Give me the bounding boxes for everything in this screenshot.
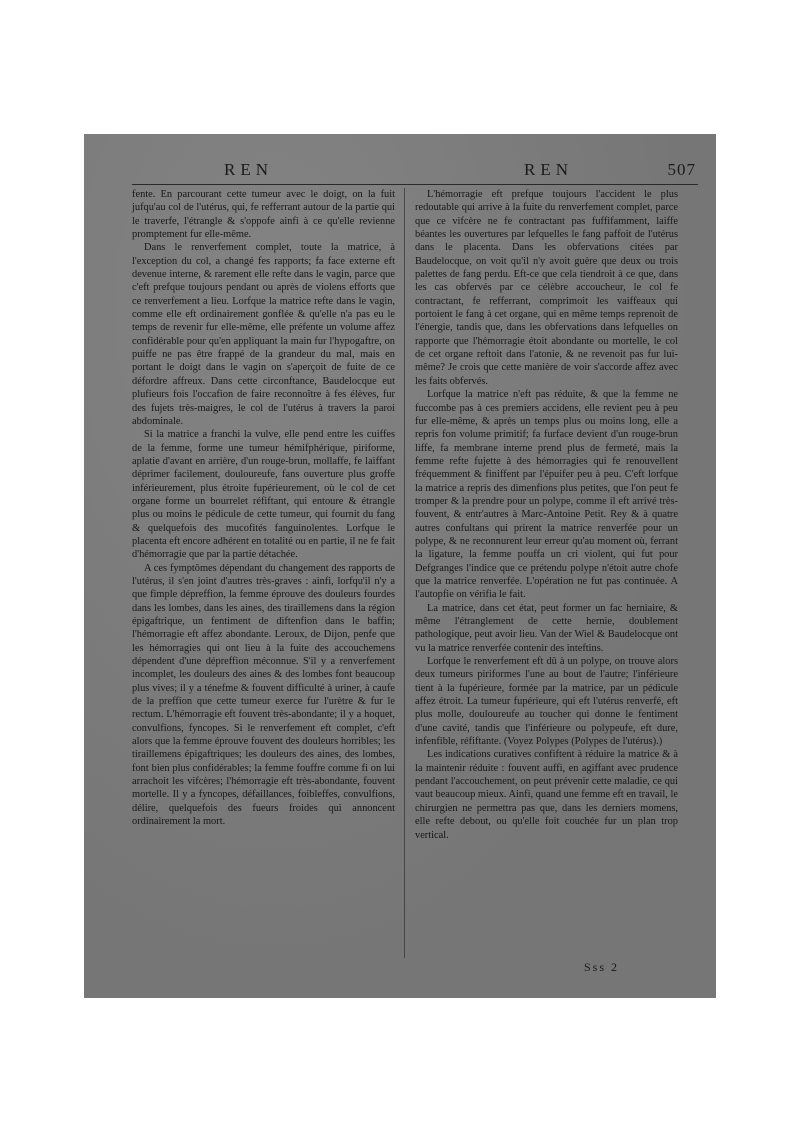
page-number: 507 xyxy=(667,160,696,179)
paragraph: Lorfque le renverfement eft dû à un polype, on trouve alors deux tumeurs piriformes l'une au bout de l'autre; l'inférieure tient à la fupérieure, formée par la matrice, par un pédicule affez étroit. La tumeur fupérieure, qui eft l'utérus renverfé, eft plus molle, douloureufe au toucher qui donne le fentiment d'une cavité, tandis que l'inférieure ou polypeufe, eft dure, infenfible, réfiftante. (Voyez Polypes (Polypes de l'utérus).) xyxy=(415,656,678,748)
column-divider xyxy=(404,188,405,958)
signature-mark: Sss 2 xyxy=(584,960,620,974)
left-column xyxy=(132,188,395,829)
scanned-page xyxy=(84,134,716,998)
paragraph: A ces fymptômes dépendant du changement des rapports de l'utérus, il s'en joint d'autres très-graves : ainfi, lorfqu'il n'y a que fimple dépreffion, la femme éprouve des douleurs fourdes dans les lombes, dans les aines, des tiraillemens dans la région épigaftrique, un fentiment de diftenfion dans le baffin; l'hémorragie eft affez abondante. Leroux, de Dijon, penfe que les hémorragies qui ont lieu à la fuite des accouchemens dépendent d'une dépreffion méconnue. S'il y a renverfement incomplet, les douleurs des aines & des lombes font beaucoup plus vives; il y a ténefme & fouvent difficulté à uriner, à caufe de la preffion que cette tumeur exerce fur l'urètre & fur le rectum. L'hémorragie eft fouvent très-abondante; il y a hoquet, convulfions, fyncopes. Si le renverfement eft complet, c'eft alors que la femme éprouve fouvent des douleurs horribles; les tiraillemens épigaftriques; les douleurs des aines, des lombes, font bien plus confidérables; la femme fouffre comme fi on lui arrachoit les vifcères; l'hémorragie eft très-abondante, fouvent mortelle. Il y a fyncopes, défaillances, foibleffes, convulfions, délire, quelquefois des fueurs froides qui annoncent ordinairement la mort. xyxy=(132,562,395,828)
right-column xyxy=(415,188,678,842)
paragraph: fente. En parcourant cette tumeur avec le doigt, on la fuit jufqu'au col de l'utérus, qui, fe refferrant autour de la partie qui le traverfe, l'étrangle & s'oppofe ainfi à ce qu'elle revienne promptement fur elle-même. xyxy=(132,189,395,241)
running-header xyxy=(84,160,716,182)
paragraph: L'hémorragie eft prefque toujours l'accident le plus redoutable qui arrive à la fuite du renverfement complet, parce que ce vifcère ne fe contractant pas fuffifamment, laiffe béantes les ouvertures par lefquelles le fang paffoit de l'utérus dans le placenta. Dans les obfervations citées par Baudelocque, on voit qu'il n'y avoit guère que deux ou trois palettes de fang perdu. Eft-ce que cela tiendroit à ce que, dans les cas obfervés par ce célèbre accoucheur, le col fe contractant, fe refferrant, comprimoit les vaiffeaux qui portoient le fang à cet organe, qui en même temps reprenoit de l'énergie, tandis que, dans les obfervations dans lefquelles on rapporte que l'hémorragie étoit abondante ou mortelle, le col de cet organe reftoit dans l'atonie, & ne revenoit pas fur lui-même? Je crois que cette manière de voir s'accorde affez avec les faits obfervés. xyxy=(415,189,678,387)
headword-right: REN xyxy=(524,160,573,179)
paragraph: Si la matrice a franchi la vulve, elle pend entre les cuiffes de la femme, forme une tumeur hémifphérique, piriforme, aplatie d'avant en arrière, d'un rouge-brun, mollaffe, fe laiffant déprimer facilement, douloureufe, fans ouverture plus groffe inférieurement, plus étroite fupérieurement, où le col de cet organe forme un bourrelet réfiftant, qui entoure & étrangle plus ou moins le pédicule de cette tumeur, qui fournit du fang & quelquefois des mucofités fanguinolentes. Lorfque le placenta eft encore adhérent en totalité ou en partie, il ne fe fait d'hémorragie que par la partie détachée. xyxy=(132,429,395,561)
paragraph: Dans le renverfement complet, toute la matrice, à l'exception du col, a changé fes rapports; fa face externe eft devenue interne, & rarement elle refte dans le vagin, parce que c'eft prefque toujours pendant ou après de violens efforts que ce renverfement a lieu. Lorfque la matrice refte dans le vagin, comme elle eft ordinairement gonflée & qu'elle n'a pas eu le temps de revenir fur elle-même, elle préfente un volume affez confidérable pour qu'en appliquant la main fur l'hypogaftre, on puiffe ne pas être frappé de la grandeur du mal, mais en portant le doigt dans le vagin on s'aperçoit de fuite de ce défordre affreux. Dans cette circonftance, Baudelocque eut plufieurs fois l'occafion de faire reconnoître à fes élèves, fur des fujets très-maigres, le col de l'utérus à travers la paroi abdominale. xyxy=(132,242,395,427)
paragraph: Lorfque la matrice n'eft pas réduite, & que la femme ne fuccombe pas à ces premiers accidens, elle revient peu à peu fur elle-même, & après un temps plus ou moins long, elle a repris fon volume primitif; fa furface devient d'un rouge-brun liffe, fa membrane interne prend plus de fermeté, mais la femme refte fujette à des hémorragies qui fe renouvellent fréquemment & finiffent par l'épuifer peu à peu. C'eft lorfque la matrice a repris des dimenfions plus petites, que l'on peut fe tromper & la prendre pour un polype, comme il eft arrivé très-fouvent, & entr'autres à Marc-Antoine Petit. Rey & à quatre autres confultans qui prirent la matrice renverfée pour un polype, & ne reconnurent leur erreur qu'au moment où, ferrant la ligature, la femme pouffa un cri violent, qui fut pour Defgranges l'indice que ce prétendu polype n'étoit autre chofe que la matrice renverfée. L'opération ne fut pas continuée. A l'autopfie on vérifia le fait. xyxy=(415,389,678,601)
header-rule xyxy=(132,184,698,185)
paragraph: Les indications curatives confiftent à réduire la matrice & à la maintenir réduite : fouvent auffi, en agiffant avec prudence pendant l'accouchement, on peut prévenir cette maladie, ce qui vaut beaucoup mieux. Ainfi, quand une femme eft en travail, le chirurgien ne permettra pas que, dans les derniers momens, elle refte debout, ou qu'elle foit couchée fur un plan trop vertical. xyxy=(415,749,678,841)
paragraph: La matrice, dans cet état, peut former un fac herniaire, & même l'étranglement de cette hernie, doublement pathologique, peut avoir lieu. Van der Wiel & Baudelocque ont vu la matrice renverfée contenir des inteftins. xyxy=(415,602,678,654)
headword-left: REN xyxy=(224,160,273,179)
